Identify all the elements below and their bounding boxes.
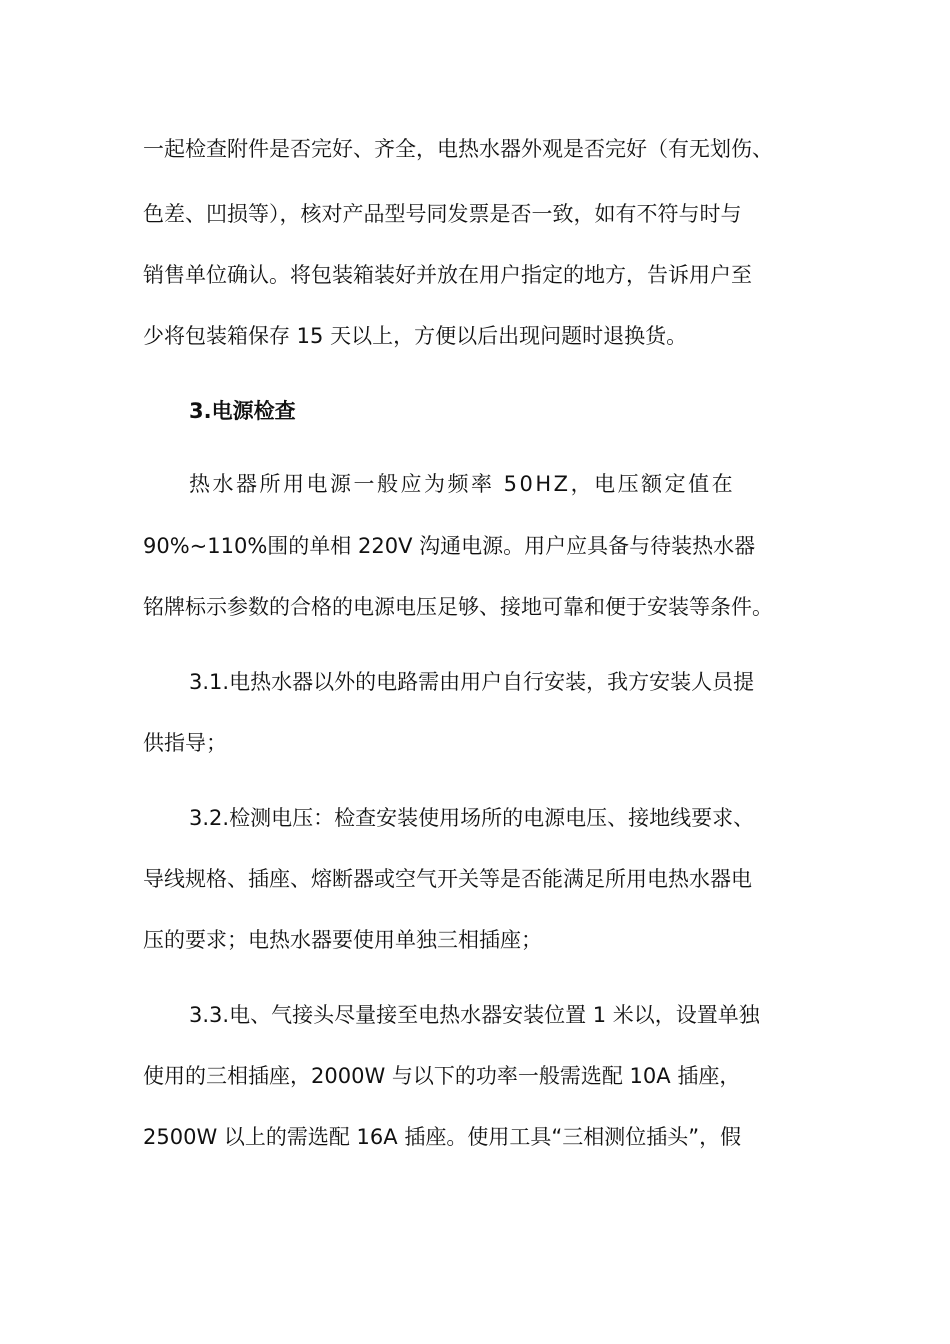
body-text-line: 色差、凹损等），核对产品型号同发票是否一致，如有不符与时与 (143, 202, 742, 226)
body-text-line: 一起检查附件是否完好、齐全，电热水器外观是否完好（有无划伤、 (143, 137, 773, 161)
body-text-line: 铭牌标示参数的合格的电源电压足够、接地可靠和便于安装等条件。 (143, 595, 773, 619)
body-text-line: 3.1.电热水器以外的电路需由用户自行安装，我方安装人员提 (189, 670, 755, 694)
body-text-line: 压的要求；电热水器要使用单独三相插座； (143, 928, 542, 952)
body-text-line: 销售单位确认。将包装箱装好并放在用户指定的地方，告诉用户至 (143, 263, 752, 287)
section-heading: 3.电源检查 (189, 399, 296, 423)
body-text-line: 使用的三相插座，2000W 与以下的功率一般需选配 10A 插座， (143, 1064, 741, 1088)
body-text-line: 少将包装箱保存 15 天以上，方便以后出现问题时退换货。 (143, 324, 688, 348)
body-text-line: 3.2.检测电压：检查安装使用场所的电源电压、接地线要求、 (189, 806, 755, 830)
body-text-line: 导线规格、插座、熔断器或空气开关等是否能满足所用电热水器电 (143, 867, 752, 891)
body-text-line: 供指导； (143, 731, 227, 755)
body-text-line: 2500W 以上的需选配 16A 插座。使用工具“三相测位插头”，假 (143, 1125, 742, 1149)
body-text-line: 3.3.电、气接头尽量接至电热水器安装位置 1 米以，设置单独 (189, 1003, 760, 1027)
body-text-line: 90%~110%围的单相 220V 沟通电源。用户应具备与待装热水器 (143, 534, 756, 558)
body-text-line: 热水器所用电源一般应为频率 50HZ，电压额定值在 (189, 472, 736, 496)
